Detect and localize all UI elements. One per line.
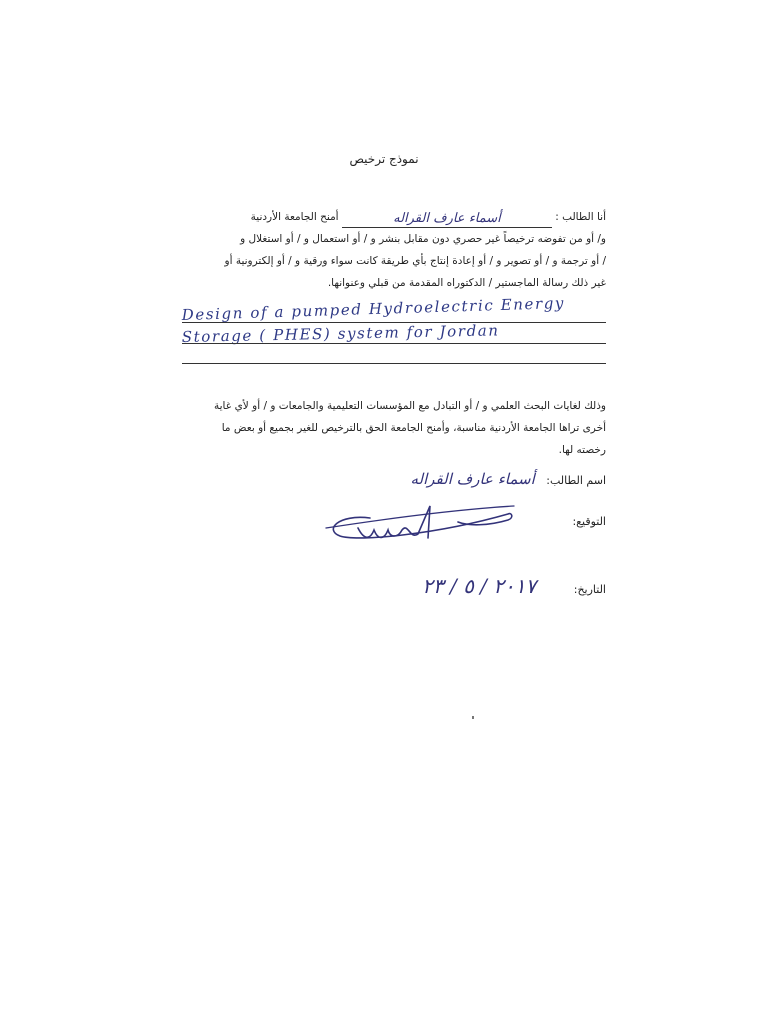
scan-speck	[472, 716, 474, 719]
paragraph-1-line: / أو ترجمة و / أو تصوير و / أو إعادة إنتاج بأي طريقة كانت سواء ورقية و / أو إلكترونية أو	[224, 255, 606, 267]
intro-line	[182, 206, 606, 228]
paragraph-1-line: غير ذلك رسالة الماجستير / الدكتوراه المقدمة من قبلي وعنوانها.	[327, 277, 606, 289]
document-title: نموذج ترخيص	[349, 152, 419, 166]
paragraph-2-line: أخرى تراها الجامعة الأردنية مناسبة، وأمنح الجامعة الحق بالترخيص للغير بجميع أو بعض ما	[221, 422, 606, 434]
date-label: التاريخ:	[573, 583, 606, 596]
thesis-title-line-1: Design of a pumped Hydroelectric Energy	[181, 293, 566, 324]
paragraph-2-line: رخصته لها.	[558, 444, 606, 456]
student-name-label: اسم الطالب:	[546, 474, 606, 487]
student-name-value: أسماء عارف القراله	[410, 470, 535, 488]
intro-prefix: أنا الطالب :	[555, 211, 606, 223]
intro-suffix: أمنح الجامعة الأردنية	[250, 211, 339, 223]
thesis-rule-line	[182, 343, 606, 344]
student-name-handwritten: أسماء عارف القراله	[342, 211, 552, 228]
signature-label: التوقيع:	[572, 515, 606, 528]
thesis-title-line-2: Storage ( PHES) system for Jordan	[181, 321, 500, 346]
paragraph-2-line: وذلك لغايات البحث العلمي و / أو التبادل مع المؤسسات التعليمية والجامعات و / أو لأي غاية	[214, 400, 606, 412]
date-value: ٢٠١٧ / ٥ / ٢٣	[422, 574, 537, 598]
license-paragraph-1	[182, 206, 606, 294]
signature-field	[572, 515, 606, 528]
thesis-rule-line	[182, 363, 606, 364]
license-paragraph-2	[182, 395, 606, 461]
date-field	[422, 574, 606, 598]
paragraph-1-line: و/ أو من تفوضه ترخيصاً غير حصري دون مقابل بنشر و / أو استعمال و / أو استغلال و	[240, 233, 606, 245]
handwritten-signature	[318, 500, 518, 550]
student-name-field	[411, 470, 607, 488]
